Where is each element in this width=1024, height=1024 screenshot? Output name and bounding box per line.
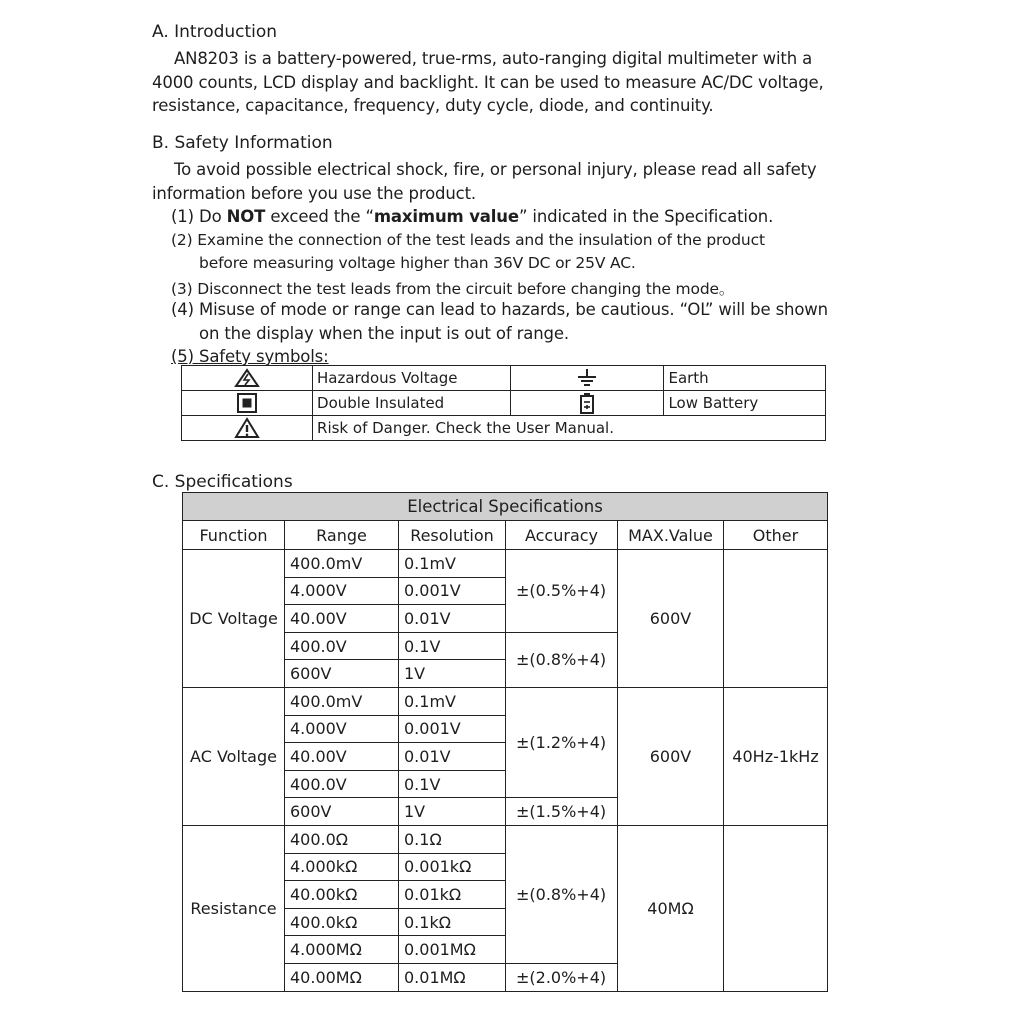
item-1-pre: (1) Do — [171, 207, 227, 226]
function-ac-voltage: AC Voltage — [183, 687, 285, 825]
column-header-row — [183, 521, 828, 550]
resolution-cell: 0.01V — [399, 605, 506, 633]
hazardous-voltage-icon — [234, 368, 260, 388]
double-insulated-icon-cell — [182, 391, 313, 416]
column-header-resolution: Resolution — [399, 521, 506, 550]
other-cell: 40Hz-1kHz — [724, 687, 828, 825]
safety-item-1 — [171, 207, 773, 226]
resolution-cell: 1V — [399, 660, 506, 688]
max-value-cell: 40MΩ — [618, 825, 724, 991]
resolution-cell: 0.01MΩ — [399, 963, 506, 991]
safety-item-4: (4) Misuse of mode or range can lead to hazards, be cautious. “OL” will be shown — [171, 300, 828, 319]
resolution-cell: 0.1mV — [399, 687, 506, 715]
accuracy-cell: ±(0.8%+4) — [506, 825, 618, 963]
other-cell — [724, 550, 828, 688]
resolution-cell: 0.1V — [399, 632, 506, 660]
item-1-bold-not: NOT — [226, 207, 266, 226]
earth-label: Earth — [664, 366, 826, 391]
intro-line-3: resistance, capacitance, frequency, duty cycle, diode, and continuity. — [152, 96, 714, 115]
table-row — [183, 825, 828, 853]
electrical-specifications-table — [182, 492, 828, 992]
safety-item-2-cont: before measuring voltage higher than 36V DC or 25V AC. — [199, 254, 636, 272]
double-insulated-icon — [236, 393, 258, 413]
table-title: Electrical Specifications — [183, 493, 828, 521]
range-cell: 40.00kΩ — [285, 881, 399, 909]
specs-heading: C. Specifications — [152, 472, 293, 492]
safety-item-5: (5) Safety symbols: — [171, 347, 329, 366]
intro-heading: A. Introduction — [152, 22, 278, 42]
resolution-cell: 0.001V — [399, 577, 506, 605]
range-cell: 600V — [285, 660, 399, 688]
other-cell — [724, 825, 828, 991]
accuracy-cell: ±(1.5%+4) — [506, 798, 618, 826]
range-cell: 400.0mV — [285, 687, 399, 715]
safety-item-4-cont: on the display when the input is out of range. — [199, 324, 569, 343]
column-header-other: Other — [724, 521, 828, 550]
earth-icon — [575, 368, 599, 388]
safety-line-1: To avoid possible electrical shock, fire, or personal injury, please read all safety — [174, 160, 817, 179]
range-cell: 40.00V — [285, 743, 399, 771]
resolution-cell: 1V — [399, 798, 506, 826]
resolution-cell: 0.001MΩ — [399, 936, 506, 964]
hazardous-voltage-label: Hazardous Voltage — [313, 366, 511, 391]
low-battery-label: Low Battery — [664, 391, 826, 416]
danger-icon-cell — [182, 416, 313, 441]
range-cell: 400.0V — [285, 632, 399, 660]
intro-line-1: AN8203 is a battery-powered, true-rms, auto-ranging digital multimeter with a — [174, 49, 813, 68]
function-resistance: Resistance — [183, 825, 285, 991]
low-battery-icon-cell — [511, 391, 664, 416]
resolution-cell: 0.01V — [399, 743, 506, 771]
column-header-function: Function — [183, 521, 285, 550]
range-cell: 4.000kΩ — [285, 853, 399, 881]
resolution-cell: 0.001kΩ — [399, 853, 506, 881]
safety-symbols-table — [181, 365, 826, 441]
safety-line-2: information before you use the product. — [152, 184, 477, 203]
range-cell: 400.0mV — [285, 550, 399, 578]
resolution-cell: 0.001V — [399, 715, 506, 743]
symbol-row — [182, 366, 826, 391]
accuracy-cell: ±(0.5%+4) — [506, 550, 618, 633]
low-battery-icon — [579, 392, 595, 414]
resolution-cell: 0.1mV — [399, 550, 506, 578]
item-1-post: ” indicated in the Specification. — [518, 207, 774, 226]
safety-heading: B. Safety Information — [152, 133, 333, 153]
range-cell: 40.00V — [285, 605, 399, 633]
range-cell: 400.0Ω — [285, 825, 399, 853]
resolution-cell: 0.01kΩ — [399, 881, 506, 909]
range-cell: 400.0kΩ — [285, 908, 399, 936]
column-header-max-value: MAX.Value — [618, 521, 724, 550]
item-1-mid: exceed the “ — [265, 207, 374, 226]
range-cell: 4.000MΩ — [285, 936, 399, 964]
table-row — [183, 550, 828, 578]
hazardous-voltage-icon-cell — [182, 366, 313, 391]
max-value-cell: 600V — [618, 687, 724, 825]
range-cell: 400.0V — [285, 770, 399, 798]
danger-warning-icon — [234, 417, 260, 439]
range-cell: 600V — [285, 798, 399, 826]
resolution-cell: 0.1Ω — [399, 825, 506, 853]
accuracy-cell: ±(0.8%+4) — [506, 632, 618, 687]
accuracy-cell: ±(1.2%+4) — [506, 687, 618, 797]
column-header-accuracy: Accuracy — [506, 521, 618, 550]
range-cell: 4.000V — [285, 577, 399, 605]
double-insulated-label: Double Insulated — [313, 391, 511, 416]
danger-label: Risk of Danger. Check the User Manual. — [313, 416, 826, 441]
safety-item-2: (2) Examine the connection of the test leads and the insulation of the product — [171, 231, 765, 249]
intro-line-2: 4000 counts, LCD display and backlight. It can be used to measure AC/DC voltage, — [152, 73, 824, 92]
table-row — [183, 687, 828, 715]
column-header-range: Range — [285, 521, 399, 550]
max-value-cell: 600V — [618, 550, 724, 688]
symbol-row — [182, 416, 826, 441]
safety-item-3: (3) Disconnect the test leads from the circuit before changing the mode。 — [171, 280, 735, 298]
range-cell: 40.00MΩ — [285, 963, 399, 991]
symbol-row — [182, 391, 826, 416]
resolution-cell: 0.1kΩ — [399, 908, 506, 936]
range-cell: 4.000V — [285, 715, 399, 743]
accuracy-cell: ±(2.0%+4) — [506, 963, 618, 991]
function-dc-voltage: DC Voltage — [183, 550, 285, 688]
resolution-cell: 0.1V — [399, 770, 506, 798]
earth-icon-cell — [511, 366, 664, 391]
item-1-bold-max: maximum value — [373, 207, 519, 226]
